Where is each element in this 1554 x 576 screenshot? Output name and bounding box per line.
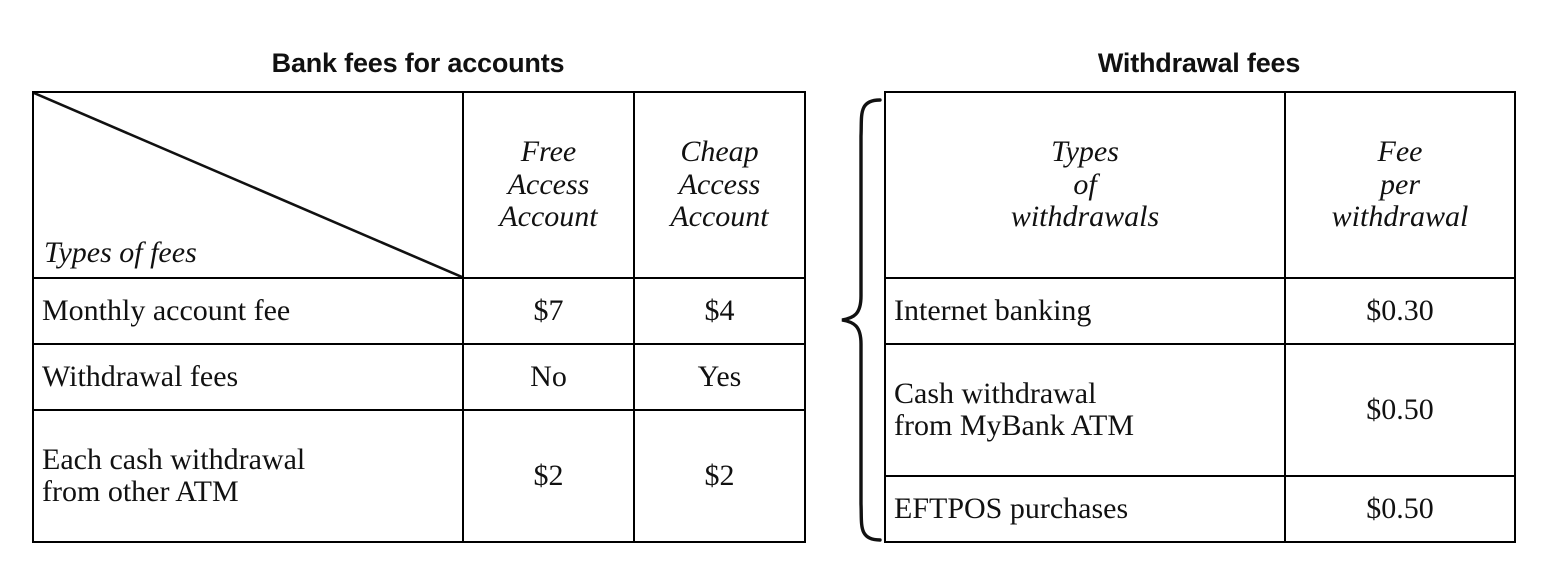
corner-header-cell (33, 92, 463, 278)
curly-brace-icon (836, 96, 884, 544)
table-row (33, 278, 805, 344)
column-header-cheap-access (634, 92, 805, 278)
bank-fees-table-block (32, 48, 804, 543)
row-label (33, 410, 463, 542)
withdrawal-fees-table (884, 91, 1516, 543)
table-row (885, 278, 1515, 344)
row-label (885, 344, 1285, 476)
row-label-line: Cash withdrawal (894, 376, 1097, 410)
table-row (885, 476, 1515, 542)
row-value-fee: $0.50 (1285, 476, 1515, 542)
header-line: Account (670, 200, 769, 234)
withdrawal-fees-title: Withdrawal fees (1097, 48, 1301, 78)
column-header-types-of-withdrawals (885, 92, 1285, 278)
header-line: Fee (1377, 135, 1423, 169)
row-label: Monthly account fee (33, 278, 463, 344)
row-label-line: from other ATM (42, 475, 239, 508)
column-header-free-access (463, 92, 634, 278)
column-header-fee-per-withdrawal (1285, 92, 1515, 278)
table-row (33, 410, 805, 542)
row-label: Withdrawal fees (33, 344, 463, 410)
table-row (885, 344, 1515, 476)
row-label-line: Each cash withdrawal (42, 442, 306, 476)
row-value-fee: $0.50 (1285, 344, 1515, 476)
row-label: EFTPOS purchases (885, 476, 1285, 542)
bank-fees-title: Bank fees for accounts (271, 48, 565, 78)
row-value-cheap: Yes (634, 344, 805, 410)
table-row (33, 344, 805, 410)
row-value-free: $7 (463, 278, 634, 344)
row-label-line: from MyBank ATM (894, 409, 1134, 442)
header-line: Cheap (680, 135, 759, 169)
header-line: Access (507, 167, 590, 201)
row-value-fee: $0.30 (1285, 278, 1515, 344)
header-line: withdrawals (1010, 200, 1160, 234)
curly-brace-svg (836, 96, 884, 544)
header-line: Types (1051, 135, 1119, 169)
corner-label: Types of fees (44, 235, 197, 269)
header-line: per (1380, 167, 1420, 201)
header-line: Free (520, 135, 577, 169)
withdrawal-fees-table-block (884, 48, 1514, 543)
row-label: Internet banking (885, 278, 1285, 344)
header-line: Account (499, 200, 598, 234)
row-value-free: No (463, 344, 634, 410)
row-value-cheap: $2 (634, 410, 805, 542)
header-line: withdrawal (1331, 200, 1469, 234)
header-line: Access (678, 167, 761, 201)
table-header-row (885, 92, 1515, 278)
row-value-free: $2 (463, 410, 634, 542)
bank-fees-table (32, 91, 806, 543)
row-value-cheap: $4 (634, 278, 805, 344)
table-header-row (33, 92, 805, 278)
header-line: of (1073, 167, 1097, 201)
